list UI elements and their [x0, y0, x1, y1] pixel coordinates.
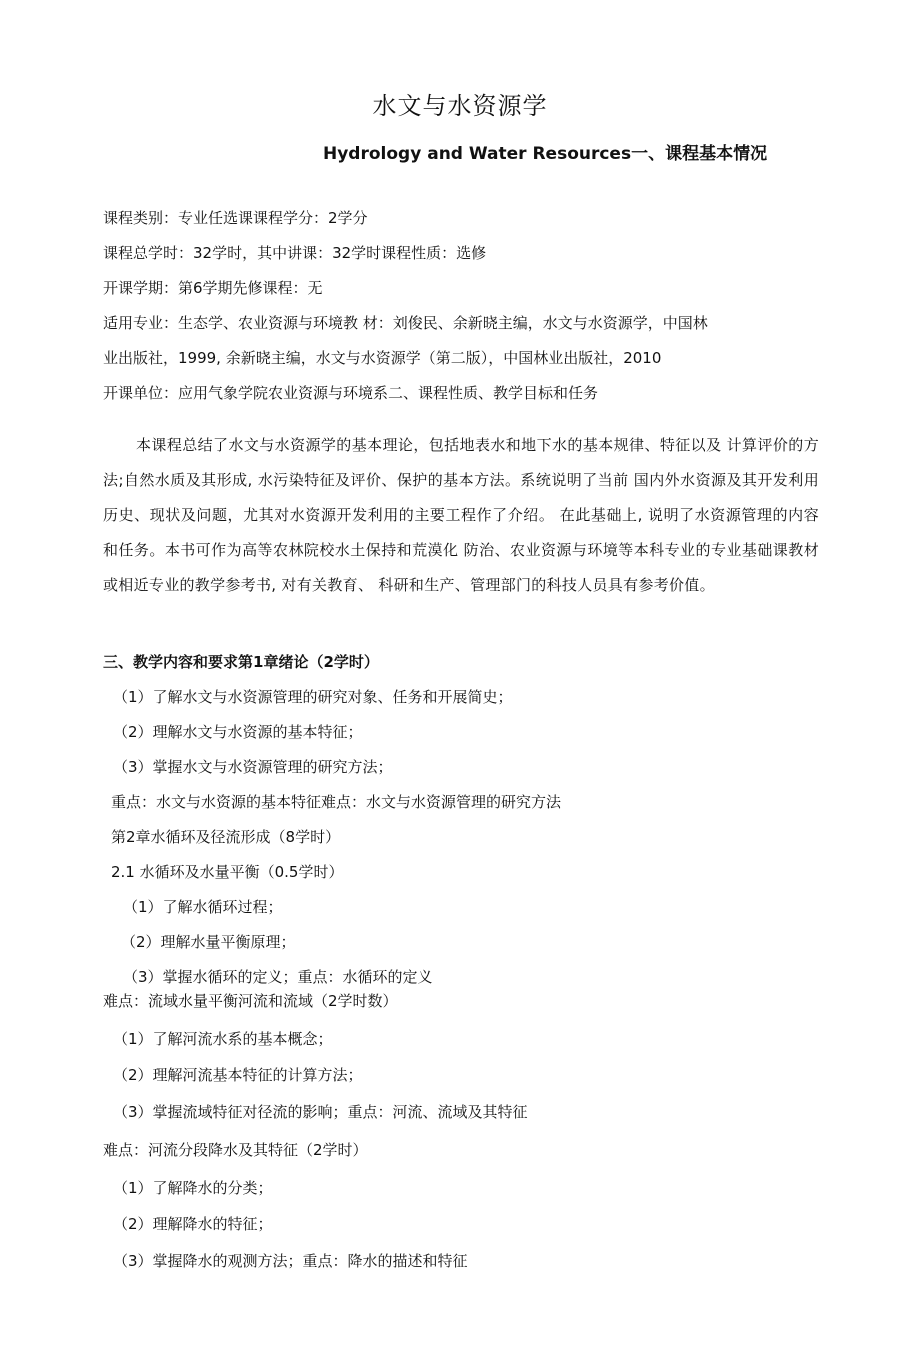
document-subtitle: Hydrology and Water Resources一、课程基本情况	[323, 144, 768, 164]
content-line: （3）掌握水文与水资源管理的研究方法；	[113, 758, 393, 776]
content-line: 2.1 水循环及水量平衡（0.5学时）	[111, 863, 344, 881]
document-title: 水文与水资源学	[372, 92, 548, 120]
info-line: 开课单位：应用气象学院农业资源与环境系二、课程性质、教学目标和任务	[103, 384, 599, 402]
content-line: 难点：河流分段降水及其特征（2学时）	[103, 1141, 368, 1159]
content-line: （2）理解降水的特征；	[113, 1215, 273, 1233]
content-line: （2）理解河流基本特征的计算方法；	[113, 1066, 363, 1084]
content-line: （1）了解水文与水资源管理的研究对象、任务和开展简史；	[113, 688, 513, 706]
info-line: 课程总学时：32学时，其中讲课：32学时课程性质：选修	[103, 244, 487, 262]
content-line: 第2章水循环及径流形成（8学时）	[111, 828, 341, 846]
content-line: （1）了解降水的分类；	[113, 1179, 273, 1197]
section-heading: 三、教学内容和要求第1章绪论（2学时）	[103, 653, 379, 671]
content-line: （1）了解水循环过程；	[123, 898, 283, 916]
content-line: （2）理解水文与水资源的基本特征；	[113, 723, 363, 741]
content-line: （2）理解水量平衡原理；	[121, 933, 296, 951]
info-line: 课程类别：专业任选课课程学分：2学分	[103, 209, 368, 227]
intro-paragraph: 本课程总结了水文与水资源学的基本理论，包括地表水和地下水的基本规律、特征以及 计算评价的方法;自然水质及其形成, 水污染特征及评价、保护的基本方法。系统说明了当前 国内外水资源及其开发利用历史、现状及问题，尤其对水资源开发利用的主要工程作了介绍。 在此基础上, 说明了水资源管理的内容和任务。本书可作为高等农林院校水土保持和荒漠化 防治、农业资源与环境等本科专业的专业基础课教材或相近专业的教学参考书, 对有关教育、 科研和生产、管理部门的科技人员具有参考价值。	[103, 436, 819, 594]
info-line: 适用专业：生态学、农业资源与环境教 材：刘俊民、余新晓主编，水文与水资源学，中国林	[103, 314, 708, 332]
content-line: （3）掌握水循环的定义；重点：水循环的定义	[123, 968, 433, 986]
info-line: 开课学期：第6学期先修课程：无	[103, 279, 323, 297]
content-line: （3）掌握降水的观测方法；重点：降水的描述和特征	[113, 1252, 468, 1270]
content-line: 难点：流域水量平衡河流和流域（2学时数）	[103, 992, 398, 1010]
content-line: （3）掌握流域特征对径流的影响；重点：河流、流域及其特征	[113, 1103, 528, 1121]
info-line: 业出版社，1999, 余新晓主编，水文与水资源学（第二版），中国林业出版社，2010	[103, 349, 662, 367]
content-line: （1）了解河流水系的基本概念；	[113, 1030, 333, 1048]
content-line: 重点：水文与水资源的基本特征难点：水文与水资源管理的研究方法	[111, 793, 562, 811]
